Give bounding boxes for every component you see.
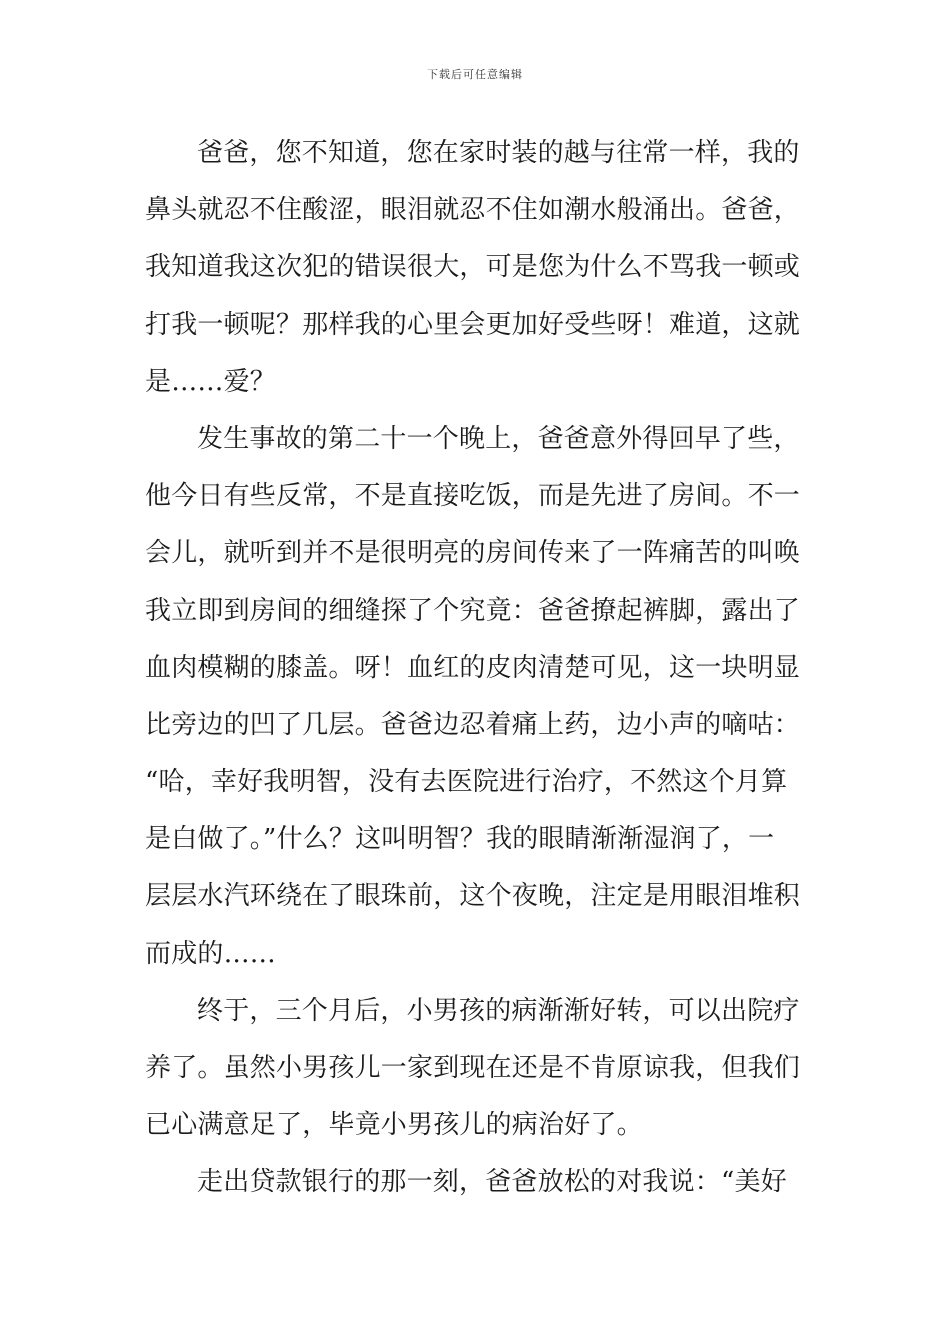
text-line: 已心满意足了，毕竟小男孩儿的病治好了。 (145, 1110, 643, 1141)
text-line: 鼻头就忍不住酸涩，眼泪就忍不住如潮水般涌出。爸爸， (145, 195, 801, 226)
text-line: 血肉模糊的膝盖。呀！血红的皮肉清楚可见，这一块明显 (145, 652, 801, 683)
text-line: 是白做了。”什么？这叫明智？我的眼睛渐渐湿润了，一 (145, 824, 775, 855)
text-line: “哈，幸好我明智，没有去医院进行治疗，不然这个月算 (145, 767, 788, 798)
text-line: 终于，三个月后，小男孩的病渐渐好转，可以出院疗 (197, 995, 800, 1026)
text-line: 打我一顿呢？那样我的心里会更加好受些呀！难道，这就 (145, 309, 801, 340)
document-body (145, 125, 810, 1212)
page-header-note: 下载后可任意编辑 (427, 68, 523, 81)
text-line: 层层水汽环绕在了眼珠前，这个夜晚，注定是用眼泪堆积 (145, 881, 801, 912)
text-line: 发生事故的第二十一个晚上，爸爸意外得回早了些， (197, 423, 800, 454)
text-line: 是……爱？ (145, 366, 277, 397)
text-line: 我知道我这次犯的错误很大，可是您为什么不骂我一顿或 (145, 252, 801, 283)
text-line: 而成的…… (145, 938, 277, 969)
text-line: 走出贷款银行的那一刻，爸爸放松的对我说：“美好 (197, 1167, 787, 1198)
text-line: 比旁边的凹了几层。爸爸边忍着痛上药，边小声的嘀咕： (145, 709, 801, 740)
text-line: 爸爸，您不知道，您在家时装的越与往常一样，我的 (197, 138, 800, 168)
text-line: 养了。虽然小男孩儿一家到现在还是不肯原谅我，但我们 (145, 1053, 801, 1083)
text-line: 我立即到房间的细缝探了个究竟：爸爸撩起裤脚，露出了 (145, 595, 801, 626)
text-line: 会儿，就听到并不是很明亮的房间传来了一阵痛苦的叫唤 (145, 538, 801, 569)
text-line: 他今日有些反常，不是直接吃饭，而是先进了房间。不一 (145, 481, 801, 512)
